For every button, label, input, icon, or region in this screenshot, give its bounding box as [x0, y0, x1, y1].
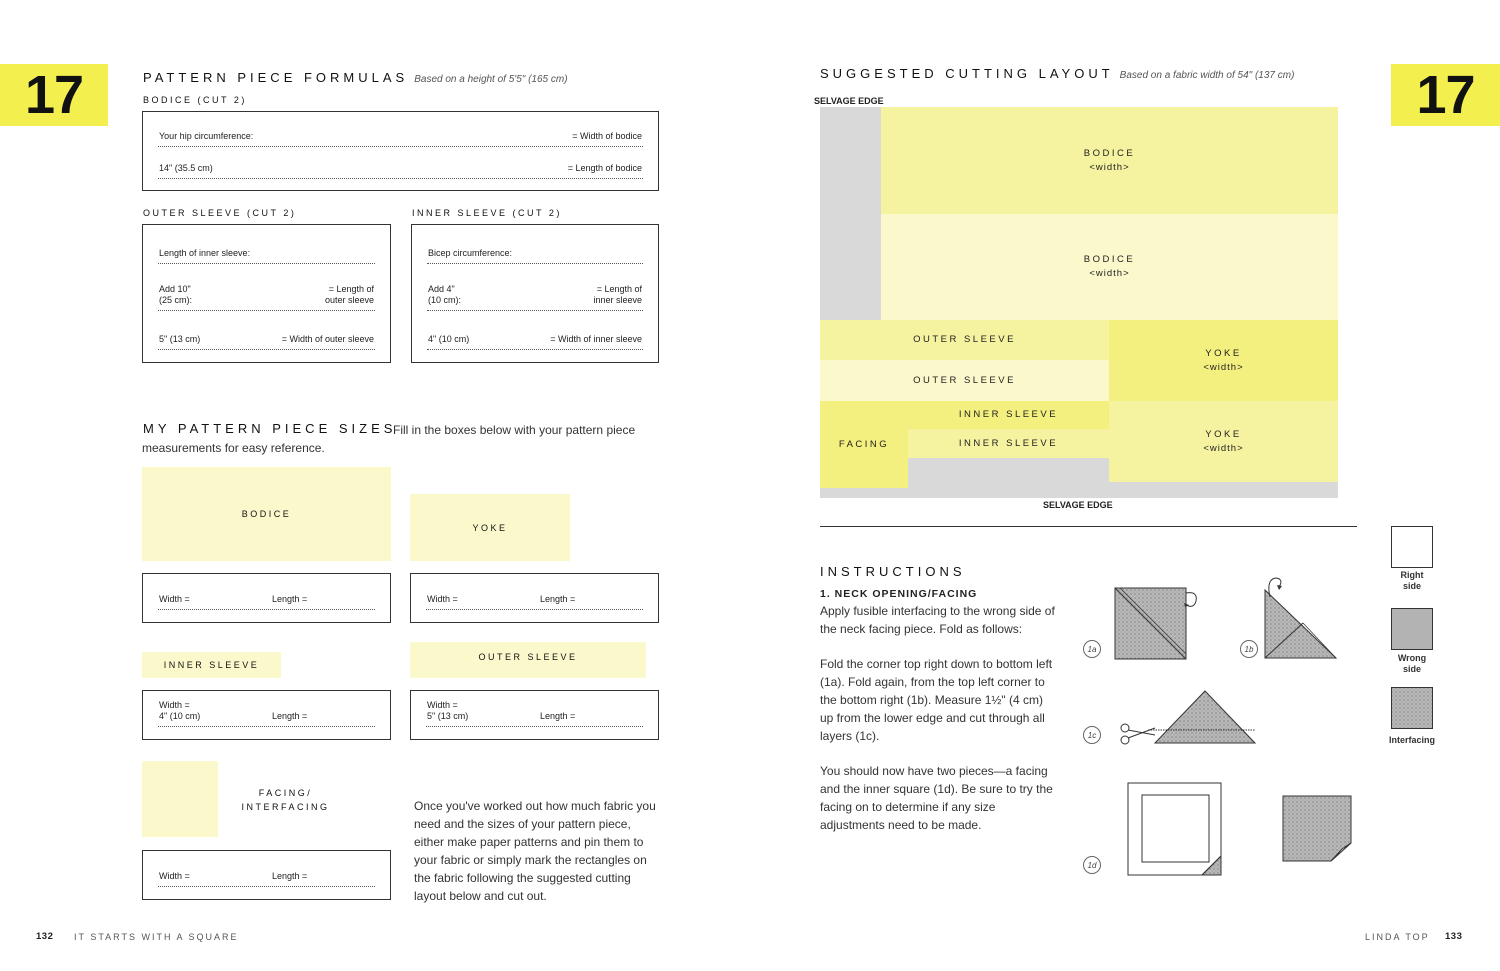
formulas-title: PATTERN PIECE FORMULAS Based on a height of 5'5" (165 cm): [143, 70, 568, 85]
layout-yoke-2: YOKE <width>: [1109, 401, 1338, 482]
chapter-number: 17: [24, 65, 84, 125]
bodice-formula-box: Your hip circumference: = Width of bodice 14" (35.5 cm) = Length of bodice: [142, 111, 659, 191]
facing-1d-diagram: [1125, 780, 1230, 880]
section-divider: [820, 526, 1357, 527]
facing-swatch: [142, 761, 218, 837]
inner-square-1d-diagram: [1280, 793, 1355, 865]
inner-sleeve-formula-title: INNER SLEEVE (CUT 2): [412, 208, 562, 218]
wrong-side-swatch: [1391, 608, 1433, 650]
layout-outer-sleeve-1: OUTER SLEEVE: [820, 320, 1109, 360]
cutting-layout: [820, 107, 1338, 498]
instructions-p1: Apply fusible interfacing to the wrong side of the neck facing piece. Fold as follows:: [820, 604, 1055, 636]
layout-title: SUGGESTED CUTTING LAYOUT Based on a fabric width of 54" (137 cm): [820, 66, 1295, 81]
step-1b-marker: 1b: [1240, 640, 1258, 658]
wrong-side-label: Wrong side: [1397, 653, 1427, 674]
cut-1c-diagram: [1115, 688, 1260, 748]
chapter-number: 17: [1416, 65, 1475, 125]
sizes-intro-cont: measurements for easy reference.: [142, 441, 325, 455]
page-number-left: 132: [36, 931, 54, 942]
layout-bodice-2: BODICE <width>: [881, 214, 1338, 320]
layout-yoke-1: YOKE <width>: [1109, 320, 1338, 401]
closing-text: Once you've worked out how much fabric you need and the sizes of your pattern piece, either make paper patterns and pin them to your fabric or simply mark the rectangles on the fabric following the suggested cutting layout below and cut out.: [414, 799, 656, 903]
sizes-intro: Fill in the boxes below with your pattern piece: [393, 423, 636, 437]
bodice-size-box: Width = Length =: [142, 573, 391, 623]
fold-1b-diagram: [1258, 575, 1343, 665]
footer-pattern-title: LINDA TOP: [1365, 932, 1430, 942]
chapter-tab-left: [0, 64, 108, 126]
step-1a-marker: 1a: [1083, 640, 1101, 658]
facing-size-box: Width = Length =: [142, 850, 391, 900]
right-side-label: Right side: [1400, 570, 1424, 591]
instructions-p2: Fold the corner top right down to bottom left (1a). Fold again, from the top left corner to the bottom right (1b). Measure 1½" (4 cm) up from the lower edge and cut through all layers (1c).: [820, 657, 1053, 743]
yoke-size-box: Width = Length =: [410, 573, 659, 623]
footer-book-title: IT STARTS WITH A SQUARE: [74, 932, 239, 942]
selvage-edge-top: SELVAGE EDGE: [814, 96, 884, 106]
layout-facing: FACING: [820, 401, 908, 488]
page-number-right: 133: [1445, 931, 1463, 942]
outer-sleeve-formula-box: Length of inner sleeve: Add 10" (25 cm): = Length of outer sleeve 5" (13 cm) = Width of outer sleeve: [142, 224, 391, 363]
interfacing-swatch: [1391, 687, 1433, 729]
formulas-note: Based on a height of 5'5" (165 cm): [414, 74, 568, 85]
step-title: 1. NECK OPENING/FACING: [820, 588, 978, 600]
step-1d-marker: 1d: [1083, 856, 1101, 874]
chapter-tab-right: [1391, 64, 1500, 126]
inner-sleeve-size-box: Width = 4" (10 cm) Length =: [142, 690, 391, 740]
selvage-edge-bottom: SELVAGE EDGE: [1043, 500, 1113, 510]
layout-bodice-1: BODICE <width>: [881, 107, 1338, 214]
layout-inner-sleeve-2: INNER SLEEVE: [908, 429, 1109, 458]
layout-note: Based on a fabric width of 54" (137 cm): [1119, 70, 1295, 81]
inner-sleeve-swatch: INNER SLEEVE: [142, 652, 281, 678]
outer-sleeve-formula-title: OUTER SLEEVE (CUT 2): [143, 208, 297, 218]
right-side-swatch: [1391, 526, 1433, 568]
layout-outer-sleeve-2: OUTER SLEEVE: [820, 360, 1109, 401]
interfacing-label: Interfacing: [1388, 735, 1435, 745]
bodice-formula-title: BODICE (CUT 2): [143, 95, 247, 105]
outer-sleeve-size-box: Width = 5" (13 cm) Length =: [410, 690, 659, 740]
sizes-title: MY PATTERN PIECE SIZES: [143, 421, 397, 436]
inner-sleeve-formula-box: Bicep circumference: Add 4" (10 cm): = Length of inner sleeve 4" (10 cm) = Width of inner sleeve: [411, 224, 659, 363]
bodice-swatch: BODICE: [142, 467, 391, 561]
instructions-p3: You should now have two pieces—a facing and the inner square (1d). Be sure to try the facing on to determine if any size adjustments need to be made.: [820, 764, 1053, 832]
layout-inner-sleeve-1: INNER SLEEVE: [908, 401, 1109, 429]
fold-1a-diagram: [1110, 585, 1205, 665]
outer-sleeve-swatch: OUTER SLEEVE: [410, 642, 646, 678]
yoke-swatch: YOKE: [410, 494, 570, 561]
instructions-title: INSTRUCTIONS: [820, 564, 966, 579]
facing-label: FACING/ INTERFACING: [241, 788, 330, 812]
step-1c-marker: 1c: [1083, 726, 1101, 744]
